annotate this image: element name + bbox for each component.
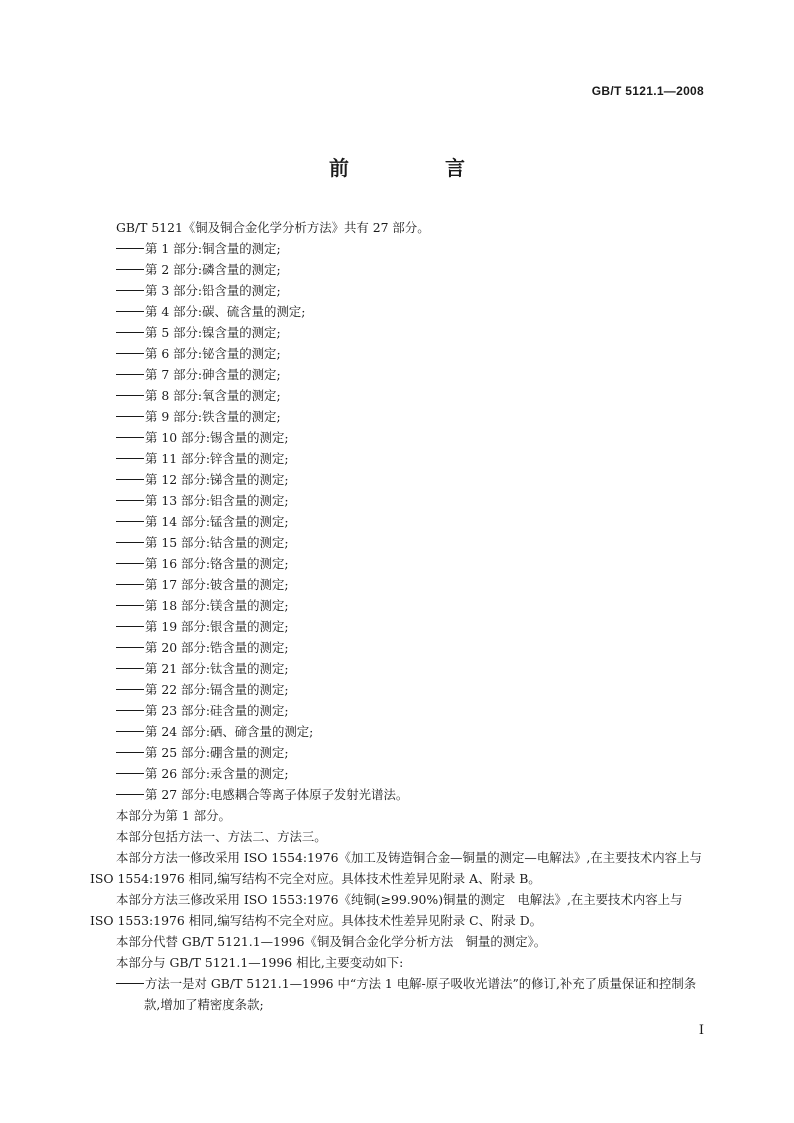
dash-mark xyxy=(116,983,144,984)
part-list-item xyxy=(90,364,706,385)
part-list-item-text: 第 27 部分:电感耦合等离子体原子发射光谱法。 xyxy=(145,787,409,802)
part-list-item xyxy=(90,574,706,595)
dash-mark xyxy=(116,416,144,417)
dash-mark xyxy=(116,605,144,606)
part-list-item-text: 第 3 部分:铅含量的测定; xyxy=(145,283,281,298)
part-list-item xyxy=(90,259,706,280)
part-list-item-text: 第 12 部分:锑含量的测定; xyxy=(145,472,289,487)
part-list-item xyxy=(90,616,706,637)
part-list-item-text: 第 13 部分:铝含量的测定; xyxy=(145,493,289,508)
page-number: I xyxy=(698,1023,704,1038)
dash-mark xyxy=(116,479,144,480)
dash-mark xyxy=(116,458,144,459)
part-list-item-text: 第 21 部分:钛含量的测定; xyxy=(145,661,289,676)
part-list-item-text: 第 1 部分:铜含量的测定; xyxy=(145,241,281,256)
dash-mark xyxy=(116,710,144,711)
part-list-item-text: 第 10 部分:锡含量的测定; xyxy=(145,430,289,445)
part-list-item-text: 第 8 部分:氧含量的测定; xyxy=(145,388,281,403)
part-list-item-text: 第 7 部分:砷含量的测定; xyxy=(145,367,281,382)
part-list-item-text: 第 18 部分:镁含量的测定; xyxy=(145,598,289,613)
part-list-item-text: 第 14 部分:锰含量的测定; xyxy=(145,514,289,529)
page-title: 前 言 xyxy=(329,156,503,180)
dash-mark xyxy=(116,374,144,375)
dash-mark xyxy=(116,395,144,396)
document-body xyxy=(90,217,706,1015)
part-list-item xyxy=(90,742,706,763)
part-list-item xyxy=(90,658,706,679)
part-list-item-text: 第 26 部分:汞含量的测定; xyxy=(145,766,289,781)
dash-mark xyxy=(116,437,144,438)
change-item xyxy=(90,973,706,1015)
part-list-item-text: 第 11 部分:锌含量的测定; xyxy=(145,451,289,466)
part-list-item-text: 第 25 部分:硼含量的测定; xyxy=(145,745,289,760)
dash-mark xyxy=(116,731,144,732)
dash-mark xyxy=(116,752,144,753)
part-list-item xyxy=(90,469,706,490)
part-list-item-text: 第 9 部分:铁含量的测定; xyxy=(145,409,281,424)
paragraph-methods: 本部分包括方法一、方法二、方法三。 xyxy=(116,829,327,844)
part-list-item xyxy=(90,784,706,805)
paragraph-part-number: 本部分为第 1 部分。 xyxy=(116,808,231,823)
part-list-item xyxy=(90,721,706,742)
part-list-item-text: 第 20 部分:锆含量的测定; xyxy=(145,640,289,655)
part-list-item-text: 第 23 部分:硅含量的测定; xyxy=(145,703,289,718)
part-list-item xyxy=(90,385,706,406)
part-list-item-text: 第 15 部分:钴含量的测定; xyxy=(145,535,289,550)
part-list-item-text: 第 6 部分:铋含量的测定; xyxy=(145,346,281,361)
dash-mark xyxy=(116,542,144,543)
part-list-item xyxy=(90,406,706,427)
parts-list xyxy=(90,238,706,805)
paragraph-method-three: 本部分方法三修改采用 ISO 1553:1976《纯铜(≥99.90%)铜量的测定 电解法》,在主要技术内容上与 ISO 1553:1976 相同,编写结构不完全对应。具体技术性差异见附录 C、附录 D。 xyxy=(90,892,683,928)
dash-mark xyxy=(116,647,144,648)
dash-mark xyxy=(116,269,144,270)
paragraph-method-one: 本部分方法一修改采用 ISO 1554:1976《加工及铸造铜合金—铜量的测定—电解法》,在主要技术内容上与 ISO 1554:1976 相同,编写结构不完全对应。具体技术性差异见附录 A、附录 B。 xyxy=(90,850,702,886)
part-list-item xyxy=(90,490,706,511)
part-list-item xyxy=(90,679,706,700)
part-list-item xyxy=(90,511,706,532)
part-list-item-text: 第 22 部分:镉含量的测定; xyxy=(145,682,289,697)
dash-mark xyxy=(116,332,144,333)
part-list-item-text: 第 24 部分:硒、碲含量的测定; xyxy=(145,724,314,739)
part-list-item-text: 第 17 部分:铍含量的测定; xyxy=(145,577,289,592)
part-list-item xyxy=(90,700,706,721)
part-list-item-text: 第 4 部分:碳、硫含量的测定; xyxy=(145,304,306,319)
part-list-item xyxy=(90,637,706,658)
part-list-item xyxy=(90,238,706,259)
paragraph-replaces: 本部分代替 GB/T 5121.1—1996《铜及铜合金化学分析方法 铜量的测定》。 xyxy=(116,934,547,949)
standard-code: GB/T 5121.1—2008 xyxy=(591,84,704,98)
dash-mark xyxy=(116,311,144,312)
change-item-text: 方法一是对 GB/T 5121.1—1996 中“方法 1 电解-原子吸收光谱法”的修订,补充了质量保证和控制条款,增加了精密度条款; xyxy=(144,976,697,1012)
intro-paragraph: GB/T 5121《铜及铜合金化学分析方法》共有 27 部分。 xyxy=(116,220,430,235)
dash-mark xyxy=(116,626,144,627)
part-list-item xyxy=(90,280,706,301)
part-list-item xyxy=(90,301,706,322)
part-list-item xyxy=(90,532,706,553)
dash-mark xyxy=(116,500,144,501)
part-list-item xyxy=(90,322,706,343)
part-list-item xyxy=(90,448,706,469)
dash-mark xyxy=(116,248,144,249)
dash-mark xyxy=(116,290,144,291)
part-list-item xyxy=(90,763,706,784)
dash-mark xyxy=(116,794,144,795)
dash-mark xyxy=(116,689,144,690)
part-list-item-text: 第 2 部分:磷含量的测定; xyxy=(145,262,281,277)
dash-mark xyxy=(116,773,144,774)
part-list-item xyxy=(90,427,706,448)
part-list-item xyxy=(90,595,706,616)
part-list-item xyxy=(90,343,706,364)
part-list-item-text: 第 16 部分:铬含量的测定; xyxy=(145,556,289,571)
dash-mark xyxy=(116,563,144,564)
paragraph-changes-intro: 本部分与 GB/T 5121.1—1996 相比,主要变动如下: xyxy=(116,955,404,970)
part-list-item xyxy=(90,553,706,574)
part-list-item-text: 第 19 部分:银含量的测定; xyxy=(145,619,289,634)
dash-mark xyxy=(116,521,144,522)
dash-mark xyxy=(116,584,144,585)
dash-mark xyxy=(116,668,144,669)
part-list-item-text: 第 5 部分:镍含量的测定; xyxy=(145,325,281,340)
dash-mark xyxy=(116,353,144,354)
